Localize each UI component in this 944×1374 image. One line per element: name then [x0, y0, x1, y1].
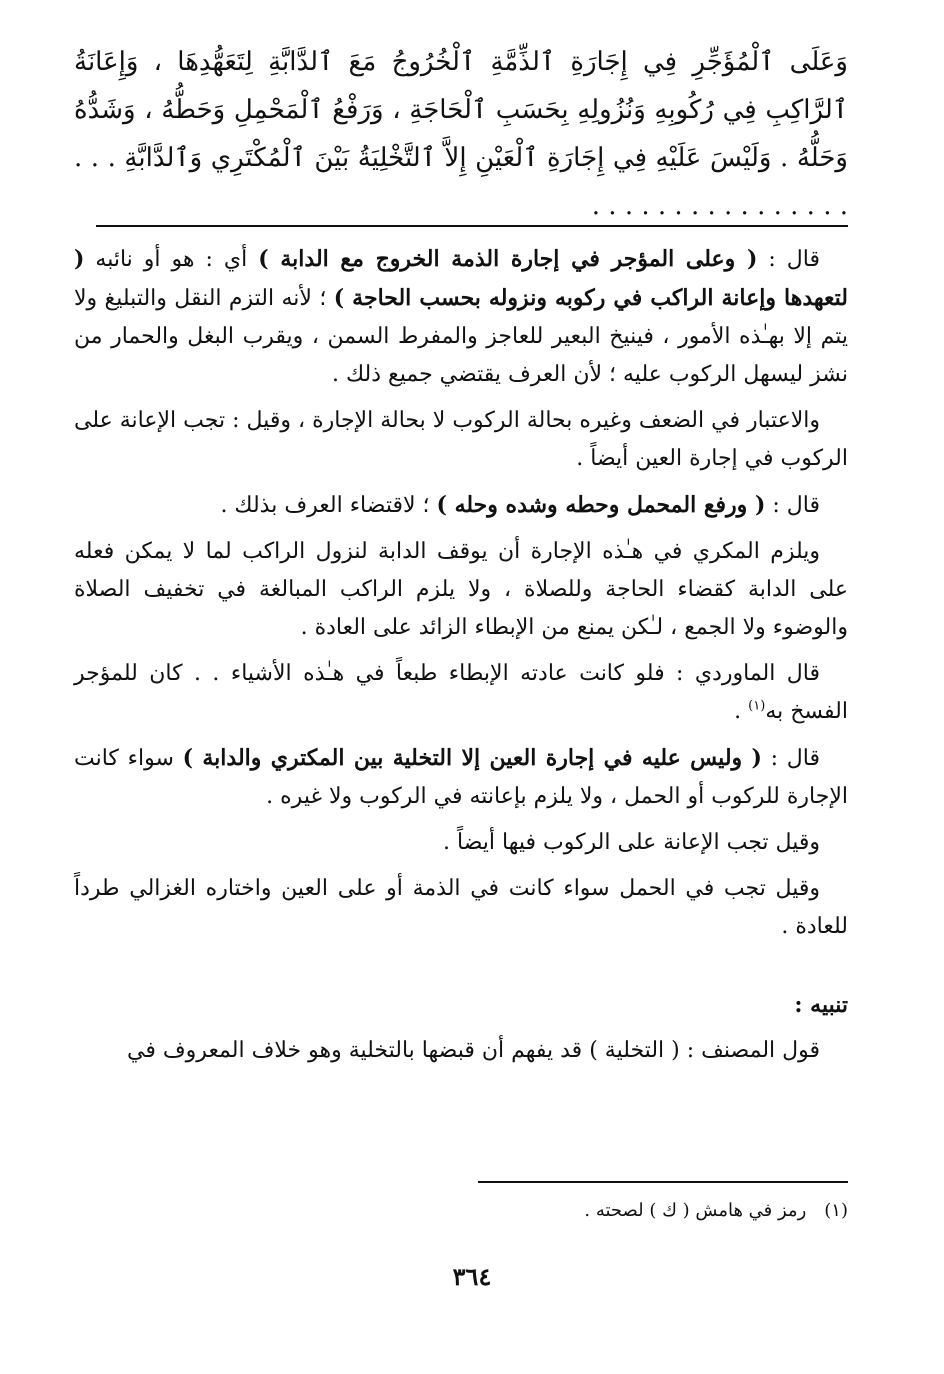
footnote-divider	[478, 1181, 848, 1183]
commentary-paragraph-3: قال : ( ورفع المحمل وحطه وشده وحله ) ؛ لاقتضاء العرف بذلك .	[220, 492, 820, 518]
commentary-paragraph-4: ويلزم المكري في هـٰذه الإجارة أن يوقف الدابة لنزول الراكب لما لا يمكن فعله على الدابة كقضاء الحاجة وللصلاة ، ولا يلزم الراكب المبالغة في تخفيف الصلاة والوضوء ولا الجمع ، لـٰكن يمنع من الإبطاء الزائد على العادة .	[74, 539, 848, 640]
footnote	[96, 1196, 848, 1226]
quoted-matn: ( ورفع المحمل وحطه وشده وحله )	[436, 492, 766, 518]
footnote-text: رمز في هامش ( ك ) لصحته .	[584, 1200, 807, 1221]
footnote-number: (١)	[824, 1200, 848, 1221]
matn-divider	[96, 225, 848, 227]
commentary-paragraph-6: قال : ( وليس عليه في إجارة العين إلا التخلية بين المكتري والدابة ) سواء كانت الإجارة للركوب أو الحمل ، ولا يلزم بإعانته في الركوب ولا غيره .	[74, 745, 848, 809]
page-number: ٣٦٤	[452, 1262, 492, 1291]
quoted-matn: ( وليس عليه في إجارة العين إلا التخلية بين المكتري والدابة )	[182, 745, 762, 771]
section-heading: تنبيه :	[794, 992, 848, 1018]
commentary-paragraph-7: وقيل تجب الإعانة على الركوب فيها أيضاً .	[443, 830, 820, 855]
commentary-paragraph-8: وقيل تجب في الحمل سواء كانت في الذمة أو على العين واختاره الغزالي طرداً للعادة .	[74, 876, 848, 939]
commentary-block	[74, 240, 848, 1078]
quoted-matn: ( وعلى المؤجر في إجارة الذمة الخروج مع الدابة )	[258, 246, 758, 272]
commentary-paragraph-1: قال : ( وعلى المؤجر في إجارة الذمة الخروج مع الدابة ) أي : هو أو نائبه ( لتعهدها وإعانة الراكب في ركوبه ونزوله بحسب الحاجة ) ؛ لأنه التزم النقل والتبليغ ولا يتم إلا بهـٰذه الأمور ، فينيخ البعير للعاجز والمفرط السمن ، ويقرب البغل والحمار من نشز ليسهل الركوب عليه ؛ لأن العرف يقتضي جميع ذلك .	[74, 246, 848, 387]
matn-text-block	[74, 38, 848, 230]
commentary-paragraph-9: قول المصنف : ( التخلية ) قد يفهم أن قبضها بالتخلية وهو خلاف المعروف في	[127, 1038, 820, 1063]
commentary-paragraph-5: قال الماوردي : فلو كانت عادته الإبطاء طبعاً في هـٰذه الأشياء . . كان للمؤجر الفسخ به$^{(١)}$ .	[74, 661, 848, 724]
footnote-marker: (١)	[748, 698, 766, 714]
matn-paragraph: وَعَلَى ٱلْمُؤَجِّرِ فِي إِجَارَةِ ٱلذِّمَّةِ ٱلْخُرُوجُ مَعَ ٱلدَّابَّةِ لِتَعَهُّدِهَا ، وَإِعَانَةُ ٱلرَّاكِبِ فِي رُكُوبِهِ وَنُزُولِهِ بِحَسَبِ ٱلْحَاجَةِ ، وَرَفْعُ ٱلْمَحْمِلِ وَحَطُّهُ ، وَشَدُّهُ وَحَلُّهُ . وَلَيْسَ عَلَيْهِ فِي إِجَارَةِ ٱلْعَيْنِ إِلاَّ ٱلتَّخْلِيَةُ بَيْنَ ٱلْمُكْتَرِي وَٱلدَّابَّةِ . . . . . . . . . . . . . . . . . . .	[74, 47, 848, 221]
quoted-matn: ( لتعهدها وإعانة الراكب في ركوبه ونزوله بحسب الحاجة )	[74, 246, 848, 311]
commentary-paragraph-2: والاعتبار في الضعف وغيره بحالة الركوب لا بحالة الإجارة ، وقيل : تجب الإعانة على الركوب في إجارة العين أيضاً .	[74, 408, 848, 471]
